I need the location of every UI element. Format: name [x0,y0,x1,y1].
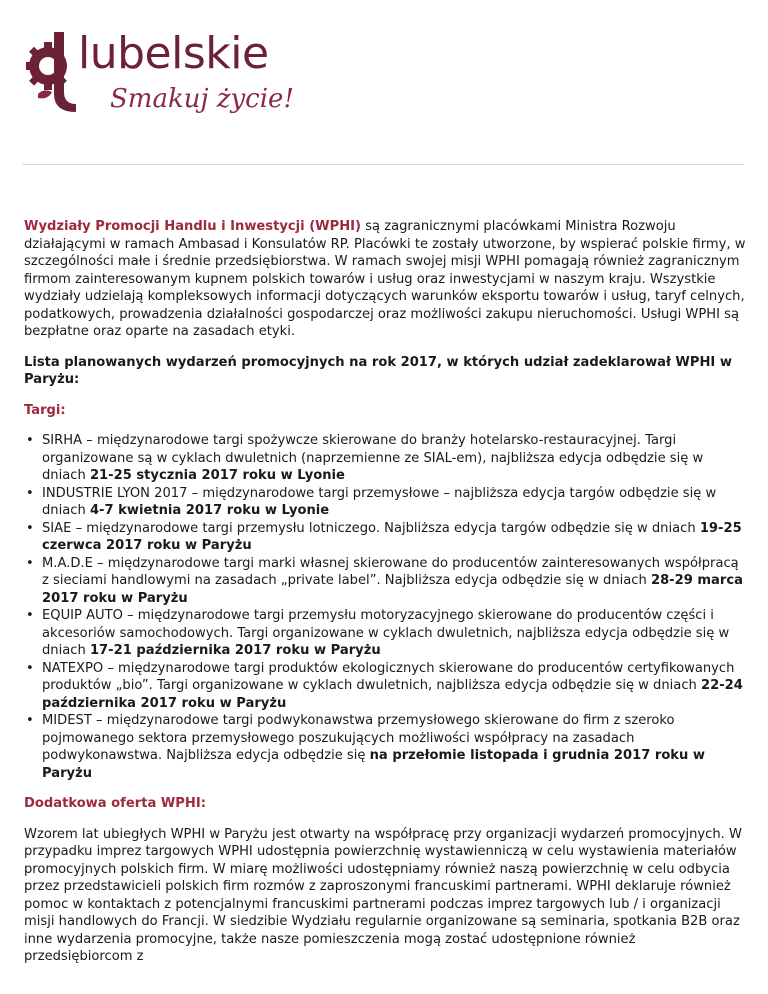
events-list-heading: Lista planowanych wydarzeń promocyjnych na rok 2017, w których udział zadeklarował WPHI w Paryżu: [24,354,732,387]
fair-date: 4-7 kwietnia 2017 roku w Lyonie [89,503,330,518]
additional-paragraph: Wzorem lat ubiegłych WPHI w Paryżu jest otwarty na współpracę przy organizacji wydarzeń promocyjnych. W przypadku imprez targowych WPHI udostępnia powierzchnię wystawienniczą w celu wystawienia materiałów promocyjnych polskich firm. W miarę możliwości udostępniamy również naszą powierzchnię w celu odbycia przez przedstawicieli polskich firm rozmów z zaproszonymi francuskimi partnerami. WPHI deklaruje również pomoc w kontaktach z potencjalnymi francuskimi partnerami podczas imprez targowych lub / i organizacji misji handlowych do Francji. W siedzibie Wydziału regularnie organizowane są seminaria, spotkania B2B oraz inne wydarzenia promocyjne, także nasze pomieszczenia mogą zostać udostępnione również przedsiębiorcom z [24,826,742,964]
bullet-icon: • [26,485,34,501]
list-item [26,660,746,713]
fair-date: na przełomie listopada i grudnia 2017 roku w Paryżu [42,748,705,781]
bullet-icon: • [26,608,34,623]
bullet-icon: • [26,555,34,571]
fair-date: 17-21 października 2017 roku w Paryżu [89,643,381,658]
list-item [26,555,746,608]
list-item [26,520,746,555]
bullet-icon: • [26,520,34,536]
fair-description: INDUSTRIE LYON 2017 – międzynarodowe targi przemysłowe – najbliższa edycja targów odbędzie się w dniach [42,485,717,518]
bullet-icon: • [26,433,34,448]
fair-date: 28-29 marca 2017 roku w Paryżu [42,573,743,606]
article-content [24,218,746,966]
fair-description: EQUIP AUTO – międzynarodowe targi przemysłu motoryzacyjnego skierowane do producentów części i akcesoriów samochodowych. Targi organizowane w cyklach dwuletnich, najbliższa edycja odbędzie się w dniach [42,608,730,658]
lubelskie-logo[interactable] [24,22,294,137]
brand-tagline: Smakuj życie! [110,84,294,114]
additional-section-title: Dodatkowa oferta WPHI: [24,796,206,811]
list-item [26,607,746,660]
header-divider [22,164,744,165]
page-header [0,0,768,166]
bullet-icon: • [26,660,34,676]
fair-date: 22-24 października 2017 roku w Paryżu [42,678,743,711]
fair-description: NATEXPO – międzynarodowe targi produktów ekologicznych skierowane do producentów certyfikowanych produktów „bio”. Targi organizowane w cyklach dwuletnich, najbliższa edycja odbędzie się w dniach [42,660,735,693]
fair-date: 21-25 stycznia 2017 roku w Lyonie [89,468,345,483]
list-item [26,712,746,782]
list-item [26,485,746,520]
intro-paragraph [24,218,746,341]
logo-mark-icon [24,22,80,137]
fair-description: M.A.D.E – międzynarodowe targi marki własnej skierowane do producentów zainteresowanych współpracą z sieciami handlowymi na zasadach „private label”. Najbliższa edycja odbędzie się w dniach [42,555,739,588]
list-item [26,432,746,485]
fair-date: 19-25 czerwca 2017 roku w Paryżu [42,520,742,553]
fair-description: SIRHA – międzynarodowe targi spożywcze skierowane do branży hotelarsko-restauracyjnej. Targi organizowane są w cyklach dwuletnich (naprzemienne ze SIAL-em), najbliższa edycja odbędzie się w dniach [42,433,704,483]
intro-body: są zagranicznymi placówkami Ministra Rozwoju działającymi w ramach Ambasad i Konsulatów RP. Placówki te zostały utworzone, by wspierać polskie firmy, w szczególności małe i średnie przedsiębiorstwa. W ramach swojej misji WPHI pomagają również zagranicznym firmom zainteresowanym kupnem polskich towarów i usług oraz inwestycjami w naszym kraju. Wszystkie wydziały udzielają kompleksowych informacji dotyczących warunków eksportu towarów i usług, taryf celnych, podatkowych, prowadzenia działalności gospodarczej oraz możliwości zakupu nieruchomości. Usługi WPHI są bezpłatne oraz oparte na zasadach etyki. [24,219,746,339]
brand-name: lubelskie [78,28,269,79]
intro-lead: Wydziały Promocji Handlu i Inwestycji (WPHI) [24,219,362,234]
fair-description: SIAE – międzynarodowe targi przemysłu lotniczego. Najbliższa edycja targów odbędzie się w dniach [42,520,700,536]
fairs-section-title: Targi: [24,402,66,418]
bullet-icon: • [26,713,34,728]
fair-description: MIDEST – międzynarodowe targi podwykonawstwa przemysłowego skierowane do firm z szeroko pojmowanego sektora przemysłowego poszukujących możliwości współpracy na zasadach podwykonawstwa. Najbliższa edycja odbędzie się [42,713,675,763]
fairs-list [24,432,746,782]
